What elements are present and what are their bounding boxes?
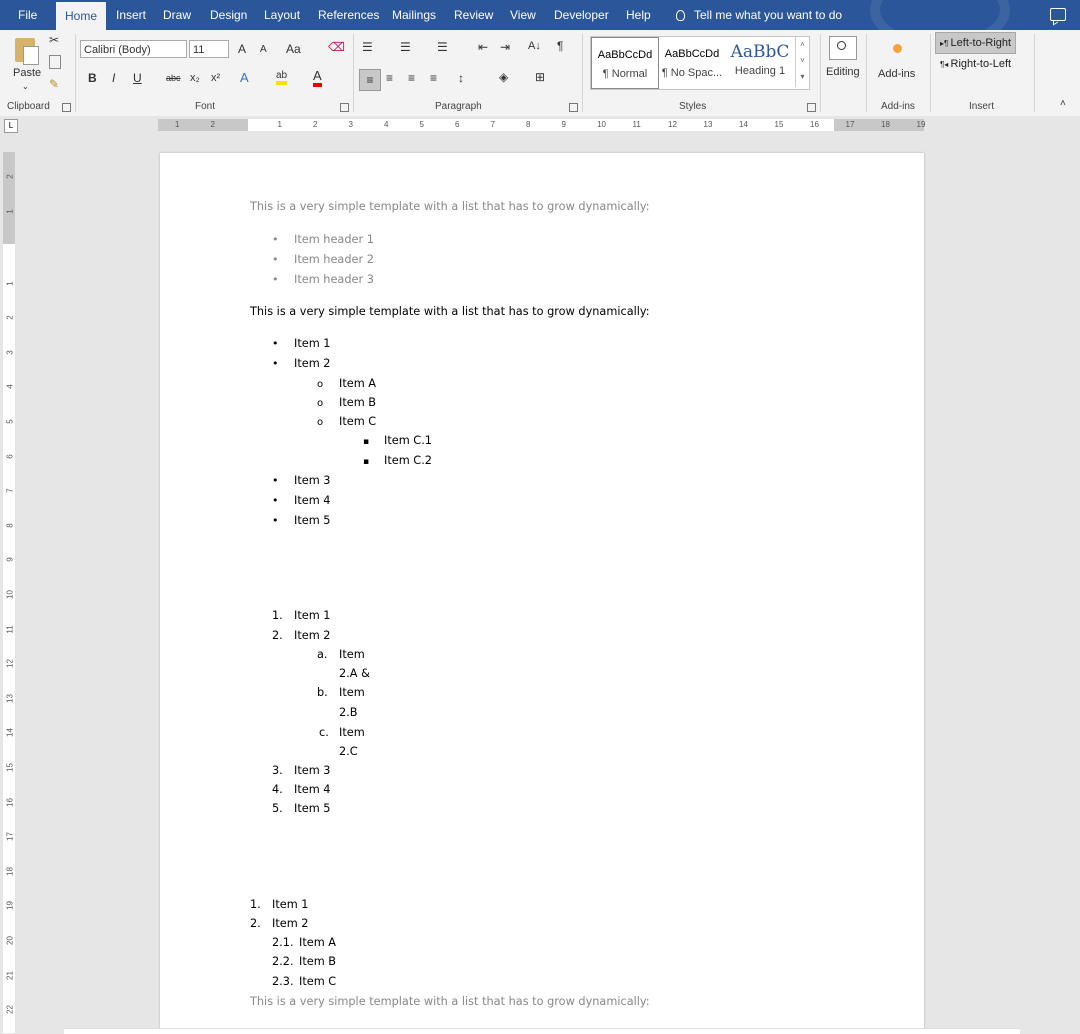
ruler-margin-top [3, 152, 15, 244]
list-item[interactable]: Item 1 [294, 609, 331, 622]
copy-icon[interactable] [49, 55, 61, 69]
bullet-marker [272, 253, 279, 267]
style-preview: AaBbCcDd [597, 49, 653, 61]
tab-insert[interactable]: Insert [116, 8, 147, 22]
tab-home[interactable]: Home [56, 2, 106, 30]
list-number: 3. [272, 764, 283, 777]
bullet-marker [272, 273, 279, 287]
clipboard-launcher-icon[interactable] [62, 103, 71, 112]
multilevel-list-icon[interactable]: ☰ [437, 40, 448, 54]
square-bullet-marker [363, 434, 369, 449]
styles-scroll[interactable] [795, 37, 809, 87]
list-number: 1. [272, 609, 283, 622]
clear-formatting-icon[interactable]: ⌫ [328, 40, 345, 54]
collapse-ribbon-chevron-icon[interactable]: ˄ [1060, 98, 1066, 109]
list-item[interactable]: Item 5 [294, 802, 331, 815]
line-spacing-icon[interactable]: ↕ [458, 71, 464, 85]
list-number: 2.2. [272, 955, 294, 968]
ruler-number: 7 [5, 488, 15, 493]
style-no-spacing[interactable] [659, 37, 725, 87]
list-item-continuation[interactable]: 2.A & [339, 667, 370, 680]
ruler-number: 1 [277, 120, 282, 129]
ruler-number: 1 [5, 209, 15, 214]
left-to-right-button[interactable] [935, 32, 1016, 54]
ruler-number: 16 [810, 120, 819, 129]
align-right-icon[interactable]: ≡ [408, 71, 416, 85]
styles-gallery [590, 36, 810, 90]
numbering-icon[interactable]: ☰ [400, 40, 411, 54]
font-color-button[interactable]: A [313, 68, 322, 87]
list-item[interactable]: Item 2 [294, 357, 331, 370]
increase-indent-icon[interactable]: ⇥ [500, 40, 511, 54]
font-group-label: Font [195, 101, 216, 112]
underline-button[interactable]: U [133, 71, 142, 85]
right-to-left-button[interactable] [936, 54, 1015, 74]
text-effects-icon[interactable]: A [240, 70, 249, 85]
style-preview: AaBbC [730, 42, 790, 62]
circle-bullet-marker [317, 377, 323, 392]
divider [1034, 34, 1035, 112]
ruler-number: 2 [5, 315, 15, 320]
ruler-number: 19 [5, 901, 15, 911]
shading-icon[interactable]: ◈ [499, 70, 509, 84]
divider [930, 34, 931, 112]
ruler-number: 12 [5, 659, 15, 669]
add-ins-group-label: Add-ins [881, 101, 915, 112]
ribbon-tab-bar [0, 0, 1080, 30]
divider [75, 34, 76, 112]
bold-button[interactable]: B [88, 71, 97, 85]
list-item[interactable]: Item header 2 [294, 253, 374, 266]
list-item[interactable]: Item C.1 [384, 434, 432, 447]
style-heading-1[interactable] [727, 37, 793, 87]
tab-file[interactable]: File [18, 8, 38, 22]
intro-gray-paragraph[interactable]: This is a very simple template with a list that has to grow dynamically: [250, 200, 650, 213]
list-item[interactable]: Item [339, 726, 365, 739]
tell-me-search[interactable] [676, 0, 842, 30]
ruler-number: 11 [5, 624, 15, 634]
circle-bullet-marker [317, 396, 323, 411]
tab-design[interactable]: Design [210, 8, 248, 22]
subscript-button[interactable]: x₂ [190, 72, 200, 84]
tab-view[interactable]: View [510, 8, 536, 22]
list-number: 2. [250, 917, 261, 930]
ruler-number: 21 [5, 970, 15, 980]
add-ins-button[interactable] [874, 38, 924, 88]
editing-label: Editing [826, 66, 860, 78]
add-ins-icon [893, 44, 902, 53]
list-number: 4. [272, 783, 283, 796]
font-size-select[interactable]: 11 [189, 40, 229, 58]
decrease-indent-icon[interactable]: ⇤ [478, 40, 489, 54]
style-normal[interactable] [591, 37, 659, 89]
list-number: 1. [250, 898, 261, 911]
ruler-number: 10 [597, 120, 606, 129]
tab-review[interactable]: Review [454, 8, 494, 22]
paragraph-group-label: Paragraph [435, 101, 482, 112]
paste-dropdown-chevron-icon: ⌄ [22, 82, 29, 91]
divider [820, 34, 821, 112]
grow-font-button[interactable]: A [238, 42, 247, 56]
ruler-margin-left [158, 119, 248, 131]
chevron-up-icon[interactable]: ˄ [800, 40, 805, 49]
comments-icon[interactable] [1050, 8, 1066, 21]
chevron-down-icon[interactable]: ˅ [800, 56, 805, 65]
ruler-number: 17 [5, 832, 15, 842]
ruler-number: 18 [881, 120, 890, 129]
list-item[interactable]: Item 2 [294, 629, 331, 642]
paste-button[interactable] [8, 36, 44, 96]
bullet-marker [272, 233, 279, 247]
styles-launcher-icon[interactable] [807, 103, 816, 112]
list-item[interactable]: Item B [299, 955, 337, 968]
ruler-number: 22 [5, 1005, 15, 1015]
ruler-number: 6 [455, 120, 460, 129]
list-item[interactable]: Item C [339, 415, 377, 428]
list-item[interactable]: Item A [299, 936, 337, 949]
tab-help[interactable]: Help [626, 8, 651, 22]
divider [582, 34, 583, 112]
list-item[interactable]: Item C [299, 975, 337, 988]
paste-icon-page [23, 46, 39, 65]
format-painter-icon[interactable]: ✎ [49, 77, 60, 91]
font-family-select[interactable]: Calibri (Body) [80, 40, 187, 58]
bullet-marker [272, 357, 279, 371]
divider [866, 34, 867, 112]
next-page-edge [64, 1028, 1020, 1034]
sort-button[interactable]: A↓ [528, 40, 541, 52]
shrink-font-button[interactable]: A [260, 44, 267, 55]
highlight-button[interactable]: ab [276, 70, 287, 85]
align-left-icon[interactable]: ≡ [359, 69, 381, 91]
circle-bullet-marker [317, 415, 323, 430]
ruler-number: 3 [5, 350, 15, 355]
list-number: 2.1. [272, 936, 294, 949]
rtl-label: Right-to-Left [950, 58, 1012, 70]
cut-icon[interactable]: ✂ [49, 33, 60, 47]
ruler-number: 6 [5, 453, 15, 459]
ruler-number: 2 [5, 174, 15, 179]
tab-developer[interactable]: Developer [554, 8, 609, 22]
more-styles-icon[interactable]: ▾ [800, 72, 805, 81]
ruler-number: 4 [384, 120, 389, 129]
list-number: 2. [272, 629, 283, 642]
ruler-number: 19 [916, 120, 926, 129]
align-center-icon[interactable]: ≡ [386, 71, 394, 85]
divider [353, 34, 354, 112]
list-item[interactable]: Item 2 [272, 917, 309, 930]
intro-paragraph[interactable]: This is a very simple template with a list that has to grow dynamically: [250, 305, 650, 318]
ruler-number: 13 [5, 693, 15, 703]
rtl-icon: ¶◂ [940, 60, 951, 69]
bullets-icon[interactable]: ☰ [362, 40, 373, 54]
list-item[interactable]: Item [339, 648, 365, 661]
ruler-number: 2 [313, 120, 318, 129]
italic-button[interactable]: I [112, 71, 116, 85]
ruler-number: 18 [5, 866, 15, 876]
add-ins-label: Add-ins [878, 68, 916, 80]
change-case-button[interactable]: Aa [286, 42, 301, 56]
paragraph-launcher-icon[interactable] [569, 103, 578, 112]
tell-me-label: Tell me what you want to do [694, 8, 843, 22]
borders-icon[interactable]: ⊞ [535, 70, 546, 84]
ruler-number: 20 [5, 936, 15, 945]
vertical-ruler[interactable] [3, 152, 15, 1033]
list-item[interactable]: Item header 3 [294, 273, 374, 286]
tab-references[interactable]: References [318, 8, 380, 22]
ruler-number: 8 [526, 120, 531, 129]
bullet-marker [272, 337, 279, 351]
list-number: 5. [272, 802, 283, 815]
font-launcher-icon[interactable] [340, 103, 349, 112]
ltr-label: Left-to-Right [950, 37, 1012, 49]
ruler-number: 1 [175, 120, 180, 129]
ruler-number: 9 [561, 120, 566, 129]
ruler-number: 3 [348, 120, 353, 129]
horizontal-ruler[interactable] [158, 119, 924, 131]
ruler-number: 15 [774, 120, 784, 129]
tab-mailings[interactable]: Mailings [392, 8, 437, 22]
list-item[interactable]: Item C.2 [384, 454, 432, 467]
style-name: ¶ No Spac... [661, 67, 723, 79]
superscript-button[interactable]: x² [211, 72, 221, 84]
ruler-number: 4 [5, 384, 15, 390]
ruler-number: 9 [5, 557, 15, 563]
ruler-number: 17 [845, 120, 855, 129]
style-name: Heading 1 [734, 65, 786, 77]
style-name: ¶ Normal [602, 68, 648, 80]
insert-group-label: Insert [969, 101, 995, 112]
show-formatting-button[interactable]: ¶ [557, 39, 564, 53]
styles-group-label: Styles [679, 101, 707, 112]
magnifier-lens [837, 41, 846, 50]
ruler-number: 10 [5, 590, 15, 599]
tab-layout[interactable]: Layout [264, 8, 301, 22]
ruler-number: 5 [419, 120, 424, 129]
style-preview: AaBbCcDd [664, 48, 720, 60]
list-item[interactable]: Item 3 [294, 764, 331, 777]
document-page[interactable] [160, 153, 924, 1033]
list-item[interactable]: Item [339, 686, 365, 699]
tab-draw[interactable]: Draw [163, 8, 192, 22]
list-letter: b. [317, 686, 328, 699]
bullet-marker [272, 474, 279, 488]
list-letter: a. [317, 648, 328, 661]
lightbulb-icon [676, 10, 685, 21]
ruler-number: 14 [739, 120, 748, 129]
list-item[interactable]: Item 1 [294, 337, 331, 350]
ltr-icon: ▸¶ [940, 39, 951, 48]
list-item-continuation[interactable]: 2.C [339, 745, 358, 758]
list-item[interactable]: Item 3 [294, 474, 331, 487]
ruler-number: 7 [490, 120, 495, 129]
outro-gray-paragraph[interactable]: This is a very simple template with a list that has to grow dynamically: [250, 995, 650, 1008]
list-item[interactable]: Item 4 [294, 494, 331, 507]
ribbon [0, 30, 1080, 117]
justify-icon[interactable]: ≡ [430, 71, 438, 85]
ruler-number: 12 [668, 120, 677, 129]
ruler-number: 1 [5, 280, 15, 286]
clipboard-group-label: Clipboard [7, 101, 50, 112]
strikethrough-button[interactable]: abc [166, 73, 181, 83]
tab-selector[interactable]: L [4, 119, 18, 133]
list-item[interactable]: Item B [339, 396, 377, 409]
list-number: 2.3. [272, 975, 294, 988]
ruler-number: 11 [632, 120, 641, 129]
paste-label: Paste [13, 67, 42, 79]
list-item[interactable]: Item A [339, 377, 377, 390]
bullet-marker [272, 494, 279, 508]
ruler-number: 8 [5, 523, 15, 528]
ruler-number: 15 [5, 763, 15, 772]
list-item[interactable]: Item 4 [294, 783, 331, 796]
ruler-number: 13 [703, 120, 713, 129]
list-item[interactable]: Item 5 [294, 514, 331, 527]
ruler-number: 16 [5, 797, 15, 807]
bullet-marker [272, 514, 279, 528]
square-bullet-marker [363, 454, 369, 469]
ruler-number: 2 [210, 120, 215, 129]
editing-button[interactable] [824, 36, 862, 96]
ruler-number: 5 [5, 419, 15, 424]
list-letter: c. [319, 726, 329, 739]
ruler-number: 14 [5, 728, 15, 738]
list-item-continuation[interactable]: 2.B [339, 706, 358, 719]
list-item[interactable]: Item 1 [272, 898, 309, 911]
list-item[interactable]: Item header 1 [294, 233, 374, 246]
